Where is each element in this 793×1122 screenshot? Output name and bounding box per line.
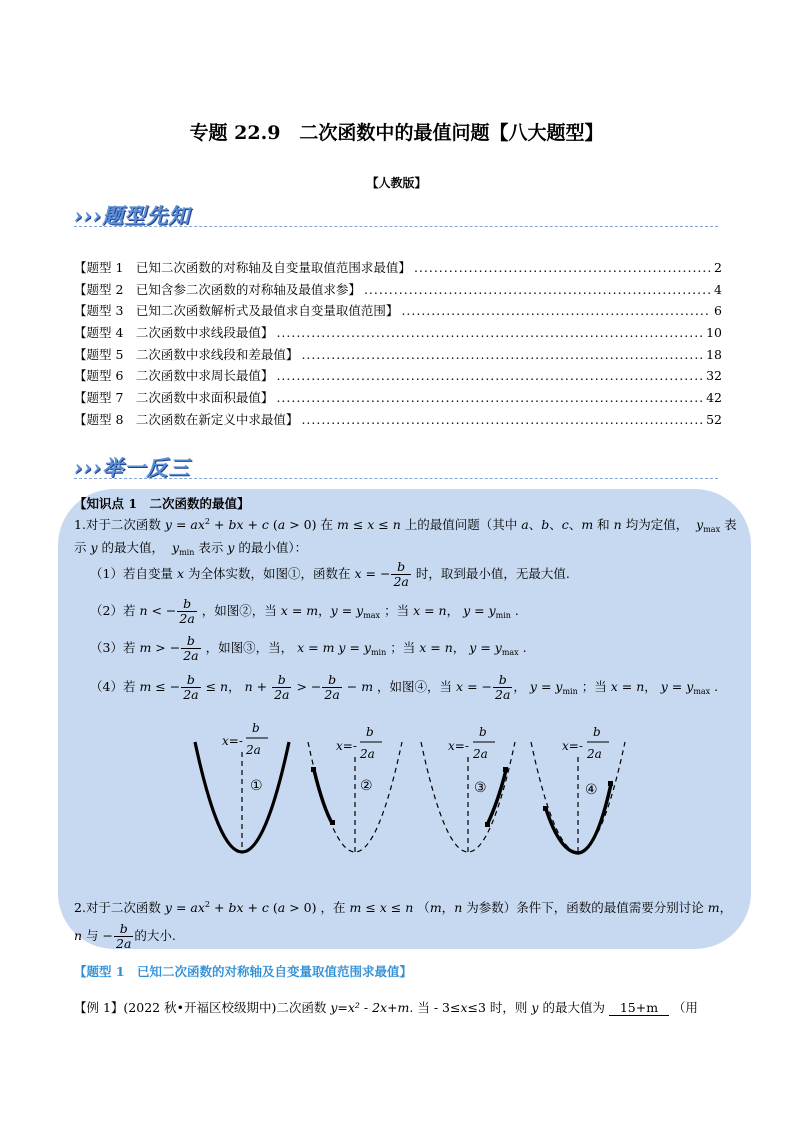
- axis-label: x=-: [336, 739, 357, 753]
- toc-entry[interactable]: [74, 410, 722, 432]
- toc-entry[interactable]: [74, 345, 722, 367]
- fraction-denominator: 2a: [473, 747, 488, 761]
- toc-entry-page: 18: [706, 346, 722, 362]
- toc-entry-label: 【题型 4 二次函数中求线段最值】: [74, 325, 274, 341]
- knowledge-para1-line1: 1.对于二次函数 $y = ax^2$ + bx + c (a > 0) 在 m ≤ x ≤ n 上的最值问题（其中 a、b、c、m 和 n 均为定值， $y_{max}$ 表: [74, 517, 737, 534]
- case-2: （2）若 n < − $\frac{b}{2a}$ ，如图②，当 x = m，$y = y_{max}$ ；当 x = n， $y = y_{min}$ .: [90, 596, 519, 626]
- practice-divider: [74, 478, 718, 479]
- case-1: （1）若自变量 x 为全体实数，如图①，函数在 x = − $\frac{b}{2a}$ 时，取到最小值，无最大值.: [90, 559, 570, 589]
- axis-label: x=-: [448, 739, 469, 753]
- toc-entry-page: 32: [706, 368, 722, 384]
- toc-entry-label: 【题型 2 已知含参二次函数的对称轴及最值求参】: [74, 281, 361, 297]
- toc-leader-dots: [276, 368, 703, 383]
- figure-marker: ④: [585, 782, 598, 798]
- toc-entry-label: 【题型 5 二次函数中求线段和差最值】: [74, 346, 299, 362]
- toc-leader-dots: [301, 412, 703, 427]
- overview-banner: ›››题型先知: [74, 203, 191, 228]
- edition-label: 【人教版】: [366, 176, 427, 190]
- toc-entry[interactable]: [74, 366, 722, 388]
- toc-entry-page: 10: [706, 325, 722, 341]
- page-title: 专题 22.9 二次函数中的最值问题【八大题型】: [189, 122, 604, 144]
- toc-entry-page: 6: [714, 303, 722, 319]
- knowledge-para2-line1: 2.对于二次函数 $y = ax^2$ + bx + c (a > 0) ，在 m ≤ x ≤ n （m，n 为参数）条件下，函数的最值需要分别讨论 m，: [74, 900, 733, 915]
- knowledge-para2-line2: n 与 − $\frac{b}{2a}$ 的大小.: [74, 921, 176, 951]
- toc-entry-label: 【题型 7 二次函数中求面积最值】: [74, 390, 274, 406]
- toc-entry-page: 2: [714, 260, 722, 275]
- axis-label: x=-: [562, 739, 583, 753]
- toc-entry-label: 【题型 1 已知二次函数的对称轴及自变量取值范围求最值】: [74, 260, 411, 275]
- fraction-numerator: b: [252, 721, 260, 735]
- toc-entry[interactable]: [74, 323, 722, 345]
- toc-entry[interactable]: [74, 301, 722, 323]
- toc-entry[interactable]: [74, 258, 722, 280]
- answer-blank: 15+m: [609, 1000, 669, 1016]
- toc-entry-label: 【题型 3 已知二次函数解析式及最值求自变量取值范围】: [74, 303, 399, 319]
- toc-entry-page: 52: [706, 411, 722, 427]
- figure-3: [421, 725, 515, 852]
- practice-banner: ›››举一反三: [74, 455, 191, 480]
- parabola-figures: [180, 712, 640, 872]
- figure-marker: ②: [360, 778, 373, 794]
- figure-2: [308, 725, 402, 852]
- knowledge-title: 【知识点 1 二次函数的最值】: [74, 496, 250, 511]
- knowledge-para1-line2: 示 y 的最大值， $y_{min}$ 表示 y 的最小值）：: [74, 540, 308, 557]
- toc-entry[interactable]: [74, 280, 722, 302]
- example-1: 【例 1】(2022 秋•开福区校级期中)二次函数 y=x² - 2x+m. 当 - 3≤x≤3 时，则 y 的最大值为 15+m （用: [74, 1000, 698, 1015]
- figure-4: [531, 725, 625, 853]
- figure-marker: ①: [250, 778, 263, 794]
- case-4: （4）若 m ≤ − $\frac{b}{2a}$ ≤ n， n + $\frac{b}{2a}$ > − $\frac{b}{2a}$ − m ，如图④，当 x = − $\frac{b}{2a}$ ， $y = y_{min}$ ；当 x = n， $y = y_{max}$ .: [90, 672, 719, 702]
- toc-entry-label: 【题型 6 二次函数中求周长最值】: [74, 368, 274, 384]
- toc-entry-label: 【题型 8 二次函数在新定义中求最值】: [74, 411, 299, 427]
- fraction-numerator: b: [593, 725, 601, 739]
- fraction-numerator: b: [366, 725, 374, 739]
- toc-leader-dots: [414, 260, 711, 275]
- toc-leader-dots: [276, 325, 703, 340]
- case-3: （3）若 m > − $\frac{b}{2a}$ ，如图③，当， x = m $y = y_{min}$ ；当 x = n， $y = y_{max}$ .: [90, 633, 527, 663]
- figure-1: [195, 721, 289, 852]
- toc-entry-page: 42: [706, 390, 722, 406]
- overview-divider: [74, 226, 718, 227]
- toc-entry[interactable]: [74, 388, 722, 410]
- fraction-denominator: 2a: [587, 747, 602, 761]
- table-of-contents: [74, 258, 722, 432]
- toc-entry-page: 4: [714, 281, 722, 297]
- fraction-denominator: 2a: [246, 743, 261, 757]
- fraction-denominator: 2a: [360, 747, 375, 761]
- figure-marker: ③: [474, 780, 487, 796]
- section-1-title: 【题型 1 已知二次函数的对称轴及自变量取值范围求最值】: [74, 964, 413, 979]
- toc-leader-dots: [401, 303, 711, 318]
- fraction-numerator: b: [479, 725, 487, 739]
- axis-label: x=-: [222, 734, 243, 748]
- toc-leader-dots: [276, 390, 703, 405]
- toc-leader-dots: [301, 347, 703, 362]
- toc-leader-dots: [364, 282, 711, 297]
